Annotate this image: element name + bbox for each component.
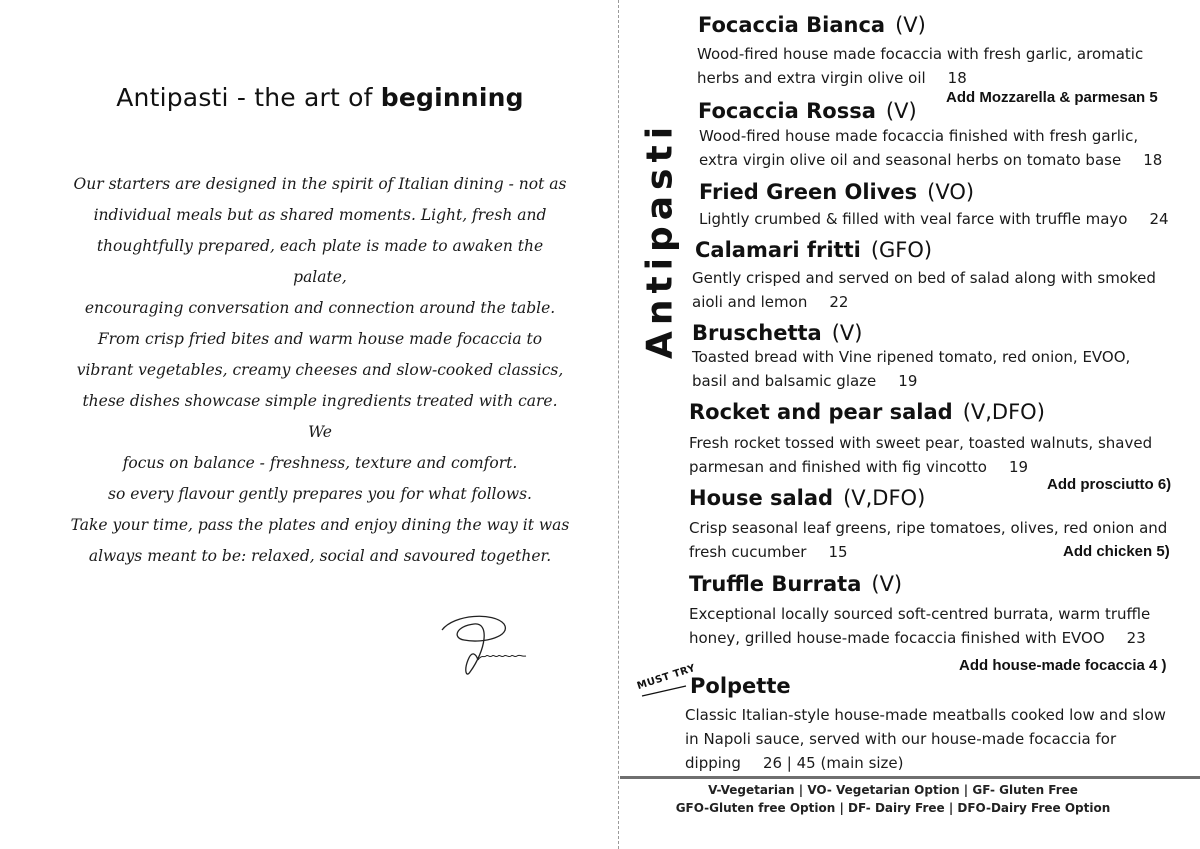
menu-item-addon: Add Mozzarella & parmesan 5	[946, 89, 1158, 106]
menu-item-title: Polpette	[690, 674, 791, 698]
menu-item-addon: Add prosciutto 6)	[1047, 476, 1172, 493]
menu-item-price: 18	[947, 69, 967, 87]
menu-item-price: 19	[1008, 458, 1029, 476]
menu-item-title: Focaccia Bianca (V)	[698, 13, 926, 37]
menu-item-title: Fried Green Olives (VO)	[699, 180, 975, 204]
menu-item-price: 19	[898, 372, 918, 390]
menu-item-description: Classic Italian-style house-made meatballs cooked low and slow in Napoli sauce, served with our house-made focaccia for dipping 26 | 45 (main size)	[685, 706, 1166, 772]
menu-item-price: 24	[1149, 210, 1169, 228]
menu-item-price: 23	[1126, 629, 1146, 647]
menu-item-description: Fresh rocket tossed with sweet pear, toasted walnuts, shaved parmesan and finished with fig vincotto 19	[689, 434, 1153, 476]
menu-item-addon: Add chicken 5)	[1063, 543, 1170, 560]
intro-paragraph-3: Take your time, pass the plates and enjoy dining the way it was always meant to be: relaxed, social and savoured together.	[70, 516, 570, 565]
must-try-badge: MUST TRY	[635, 662, 698, 693]
menu-item-price: 26 | 45 (main size)	[762, 754, 904, 772]
intro-paragraph-1: Our starters are designed in the spirit of Italian dining - not as individual meals but as shared moments. Light, fresh and thoughtfully prepared, each plate is made to awaken the palate, encouraging conversation and connection around the table.	[73, 175, 567, 317]
handwritten-signature-icon	[434, 610, 544, 690]
menu-item-price: 15	[828, 543, 848, 561]
intro-paragraph-2: From crisp fried bites and warm house made focaccia to vibrant vegetables, creamy cheeses and slow-cooked classics, these dishes showcase simple ingredients treated with care. We focus on balance - freshness, texture and comfort. so every flavour gently prepares you for what follows.	[76, 330, 564, 503]
page-fold-divider	[618, 0, 619, 849]
menu-item-description: Wood-fired house made focaccia with fresh garlic, aromatic herbs and extra virgin olive oil 18	[697, 45, 1144, 87]
section-title: Antipasti	[639, 120, 681, 360]
menu-item-title: Truffle Burrata (V)	[689, 572, 903, 596]
menu-item-price: 18	[1143, 151, 1163, 169]
footer-rule	[620, 776, 1200, 779]
menu-item-title: Rocket and pear salad (V,DFO)	[689, 400, 1045, 424]
dietary-legend-line-1: V-Vegetarian | VO- Vegetarian Option | GF- Gluten Free	[708, 783, 1078, 797]
menu-item-addon: Add house-made focaccia 4 )	[959, 657, 1167, 674]
menu-item-description: Toasted bread with Vine ripened tomato, red onion, EVOO, basil and balsamic glaze 19	[692, 348, 1131, 390]
menu-item-description: Crisp seasonal leaf greens, ripe tomatoes, olives, red onion and fresh cucumber 15	[689, 519, 1168, 561]
menu-item-title: Calamari fritti (GFO)	[695, 238, 933, 262]
menu-item-price: 22	[829, 293, 849, 311]
menu-item-title: House salad (V,DFO)	[689, 486, 926, 510]
menu-item-description: Lightly crumbed & filled with veal farce with truffle mayo 24	[699, 210, 1169, 228]
menu-item-description: Exceptional locally sourced soft-centred burrata, warm truffle honey, grilled house-made focaccia finished with EVOO 23	[689, 605, 1151, 647]
page-title: Antipasti - the art of beginning	[116, 83, 524, 112]
menu-item-description: Wood-fired house made focaccia finished with fresh garlic, extra virgin olive oil and seasonal herbs on tomato base 18	[699, 127, 1163, 169]
menu-item-title: Focaccia Rossa (V)	[698, 99, 917, 123]
must-try-underline-icon	[640, 684, 688, 698]
dietary-legend-line-2: GFO-Gluten free Option | DF- Dairy Free | DFO-Dairy Free Option	[675, 801, 1111, 815]
section-title-wrap	[639, 120, 681, 360]
menu-item-description: Gently crisped and served on bed of salad along with smoked aioli and lemon 22	[692, 269, 1156, 311]
menu-item-title: Bruschetta (V)	[692, 321, 863, 345]
